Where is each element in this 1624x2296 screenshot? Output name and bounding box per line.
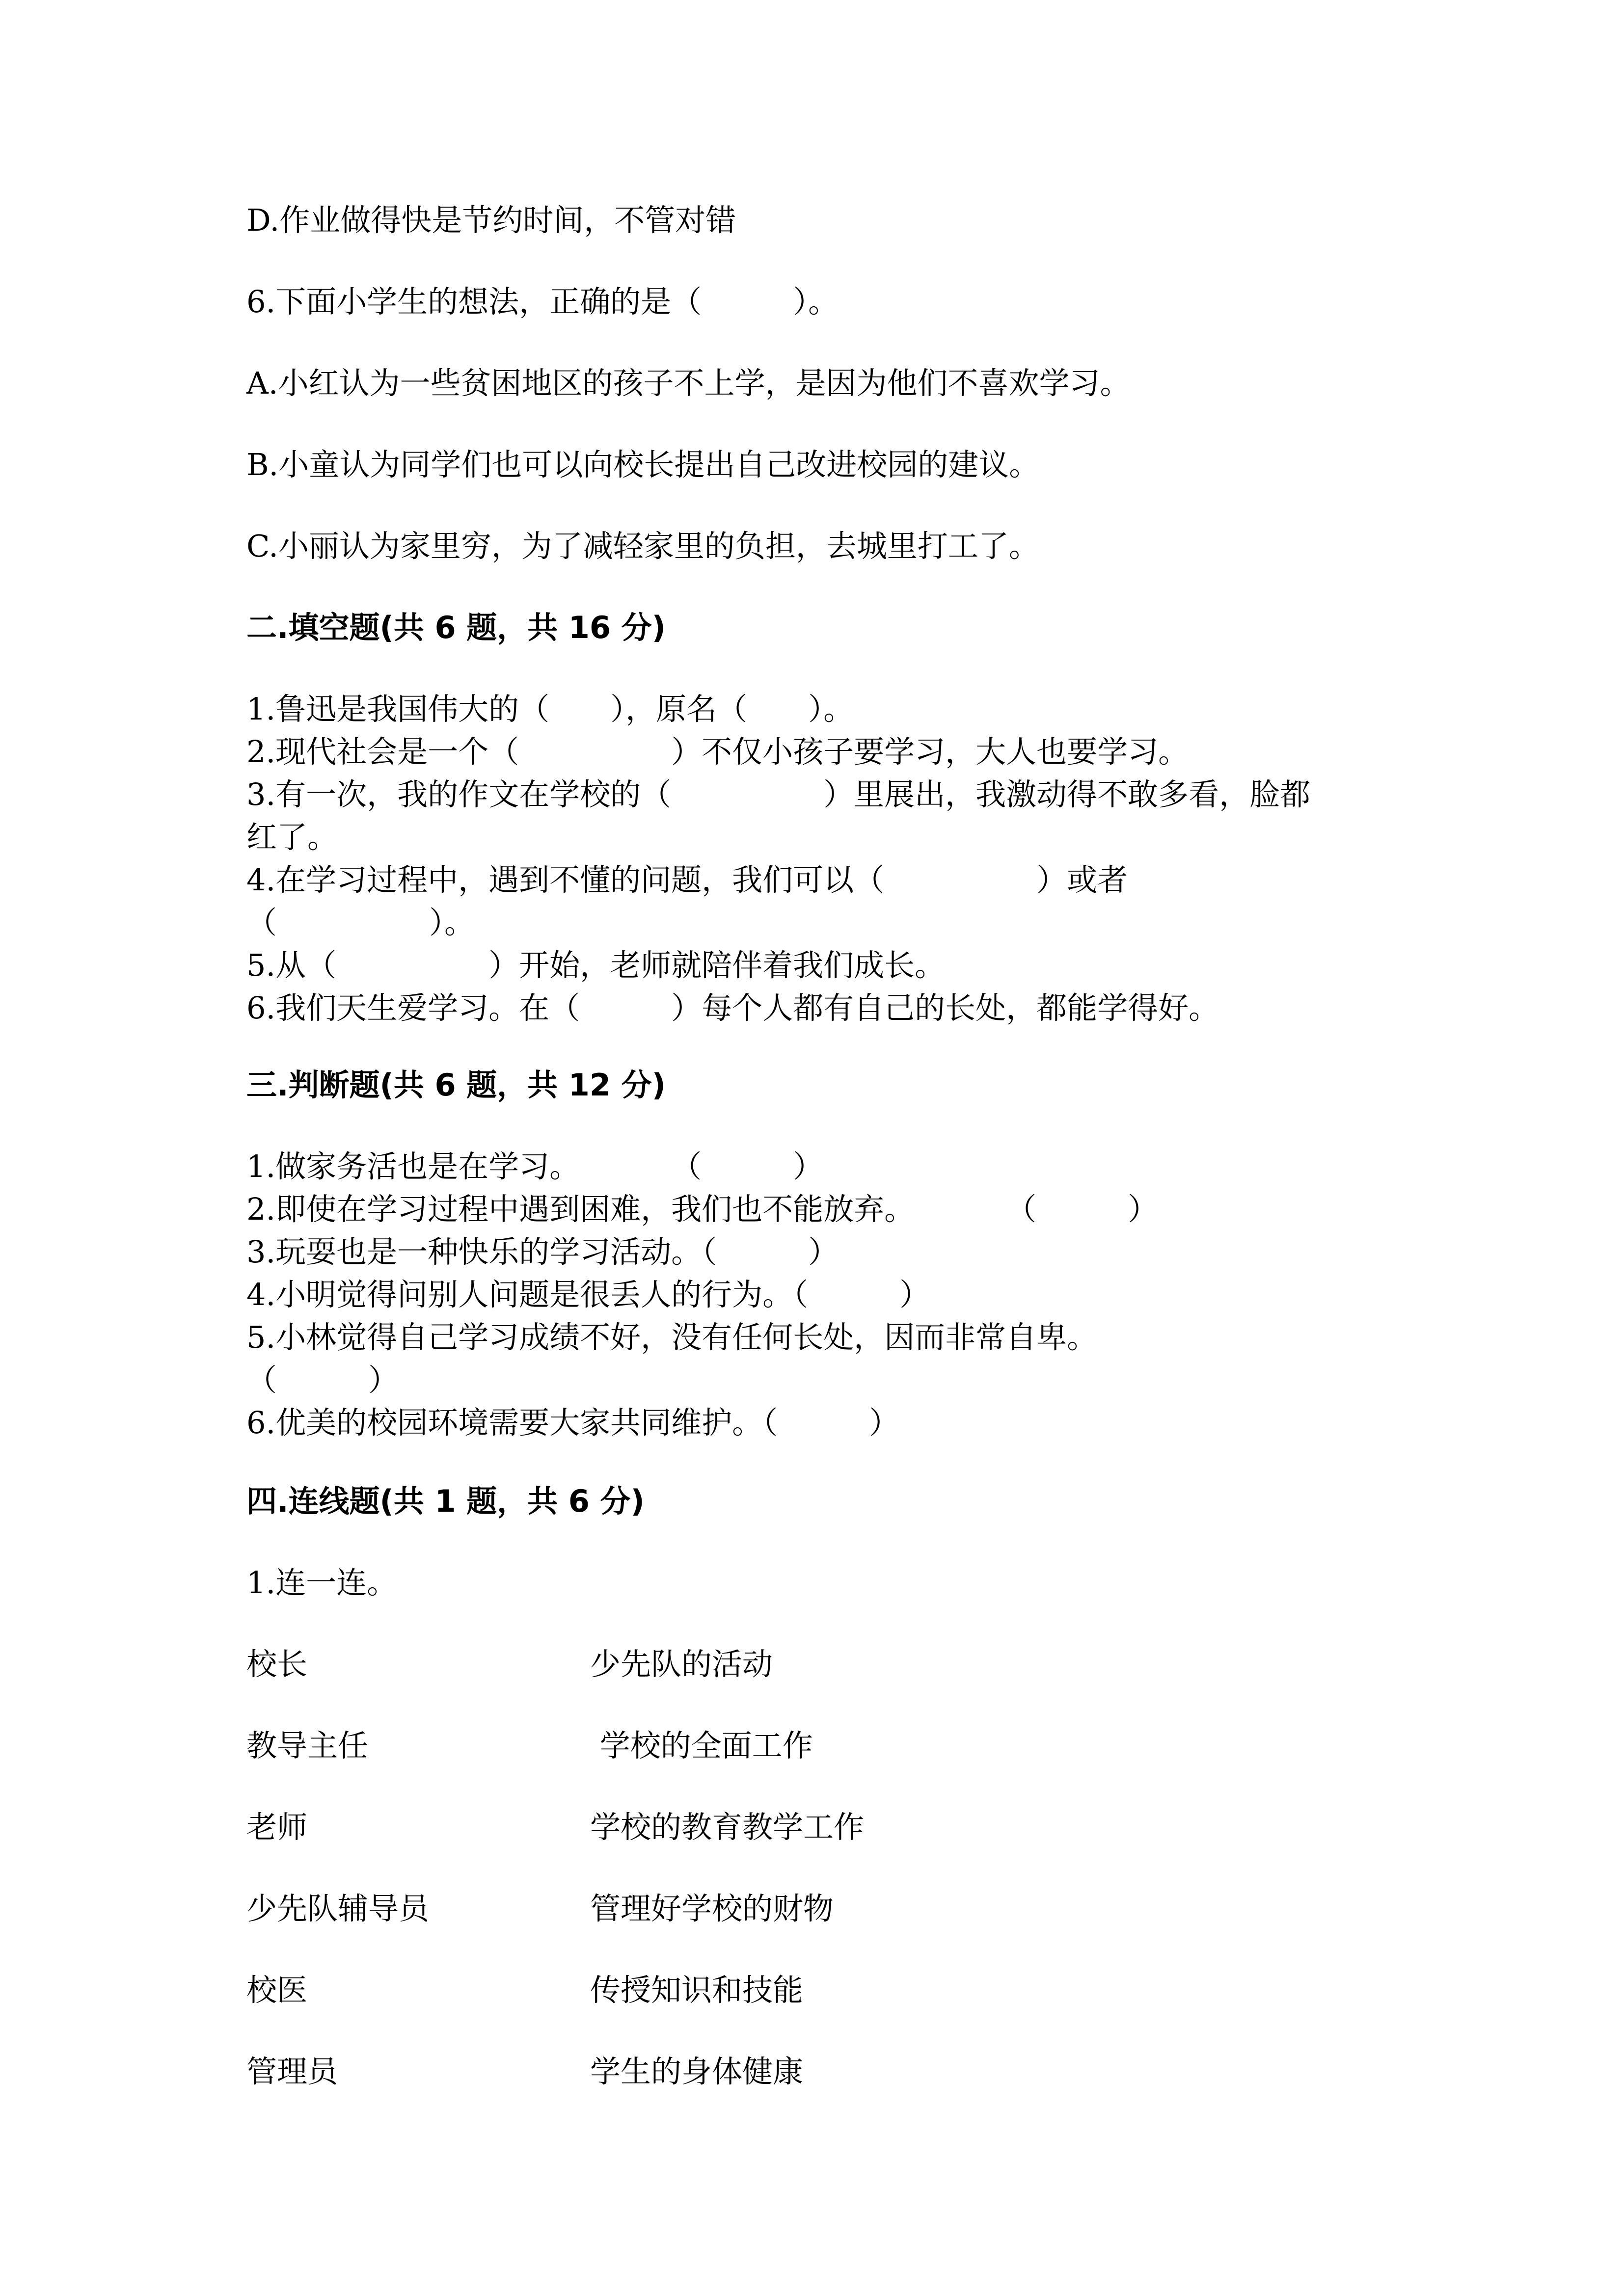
match-right-item: 传授知识和技能 bbox=[590, 1972, 804, 2008]
match-left-item: 老师 bbox=[246, 1809, 308, 1845]
fill-question-2: 2.现代社会是一个（ ）不仅小孩子要学习，大人也要学习。 bbox=[246, 734, 1189, 770]
judge-question-1: 1.做家务活也是在学习。 （ ） bbox=[246, 1148, 824, 1184]
section-heading-fill: 二.填空题(共 6 题，共 16 分) bbox=[246, 610, 666, 645]
match-left-item: 教导主任 bbox=[246, 1728, 369, 1763]
section-heading-judge: 三.判断题(共 6 题，共 12 分) bbox=[246, 1067, 666, 1103]
judge-question-6: 6.优美的校园环境需要大家共同维护。（ ） bbox=[246, 1405, 900, 1441]
judge-question-5-line1: 5.小林觉得自己学习成绩不好，没有任何长处，因而非常自卑。 bbox=[246, 1319, 1098, 1355]
judge-question-2: 2.即使在学习过程中遇到困难，我们也不能放弃。 （ ） bbox=[246, 1191, 1159, 1227]
judge-question-3: 3.玩耍也是一种快乐的学习活动。（ ） bbox=[246, 1234, 839, 1270]
option-5d: D.作业做得快是节约时间，不管对错 bbox=[246, 202, 736, 238]
match-right-item: 学生的身体健康 bbox=[590, 2054, 804, 2089]
judge-question-5-line2: （ ） bbox=[246, 1362, 399, 1398]
fill-question-1: 1.鲁迅是我国伟大的（ ），原名（ ）。 bbox=[246, 691, 854, 727]
match-right-item: 学校的全面工作 bbox=[590, 1728, 813, 1763]
match-prompt: 1.连一连。 bbox=[246, 1565, 398, 1601]
question-6-stem: 6.下面小学生的想法，正确的是（ ）。 bbox=[246, 284, 839, 320]
section-heading-match: 四.连线题(共 1 题，共 6 分) bbox=[246, 1483, 645, 1519]
fill-question-4-line2: （ ）。 bbox=[246, 905, 475, 940]
match-left-item: 校医 bbox=[246, 1972, 308, 2008]
match-right-item: 少先队的活动 bbox=[590, 1646, 773, 1682]
option-6b: B.小童认为同学们也可以向校长提出自己改进校园的建议。 bbox=[246, 447, 1040, 482]
fill-question-6: 6.我们天生爱学习。在（ ）每个人都有自己的长处，都能学得好。 bbox=[246, 990, 1219, 1026]
option-6a: A.小红认为一些贫困地区的孩子不上学，是因为他们不喜欢学习。 bbox=[246, 365, 1131, 401]
fill-question-3-line1: 3.有一次，我的作文在学校的（ ）里展出，我激动得不敢多看，脸都 bbox=[246, 776, 1311, 812]
fill-question-3-line2: 红了。 bbox=[246, 819, 338, 855]
match-left-item: 少先队辅导员 bbox=[246, 1891, 430, 1926]
match-left-item: 管理员 bbox=[246, 2054, 338, 2089]
judge-question-4: 4.小明觉得问别人问题是很丢人的行为。（ ） bbox=[246, 1277, 930, 1312]
fill-question-5: 5.从（ ）开始，老师就陪伴着我们成长。 bbox=[246, 947, 946, 983]
match-right-item: 管理好学校的财物 bbox=[590, 1891, 834, 1926]
match-left-item: 校长 bbox=[246, 1646, 308, 1682]
fill-question-4-line1: 4.在学习过程中，遇到不懂的问题，我们可以（ ）或者 bbox=[246, 862, 1128, 898]
match-right-item: 学校的教育教学工作 bbox=[590, 1809, 865, 1845]
option-6c: C.小丽认为家里穷，为了减轻家里的负担，去城里打工了。 bbox=[246, 528, 1039, 564]
